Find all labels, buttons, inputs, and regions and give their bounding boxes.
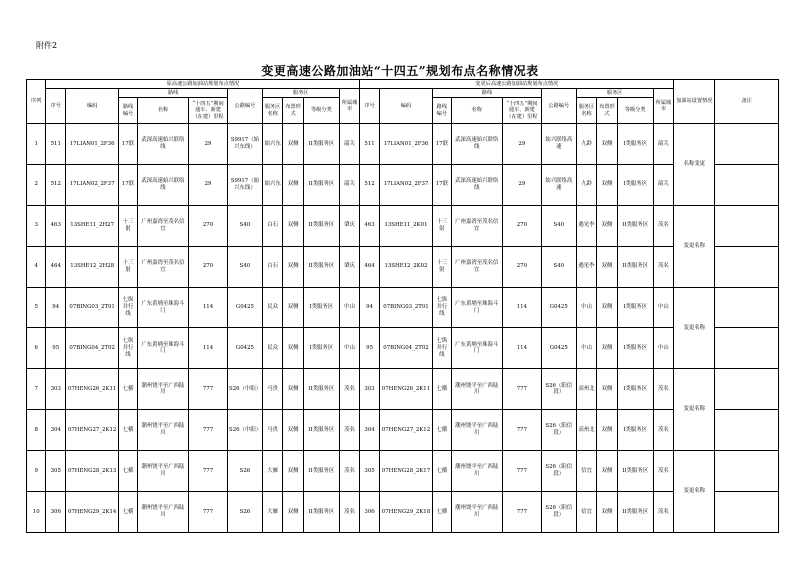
cell-o-road: S9917（始兴东线）	[228, 124, 263, 165]
cell-n-city: 韶关	[653, 124, 674, 165]
cell-n-route_no: 七横	[433, 410, 451, 451]
header-o-plan: “十四五”期间通车、新建（在建）里程	[189, 98, 228, 124]
cell-n-code: 07HENG28_2K17	[379, 451, 432, 492]
cell-o-plan: 777	[189, 451, 228, 492]
table-body	[27, 124, 779, 533]
cell-n-layout: 双侧	[597, 164, 618, 205]
cell-n-no: 464	[360, 246, 379, 287]
cell-o-name: 广东黄埔至珠海斗门	[137, 328, 188, 369]
cell-o-sa: 民众	[262, 328, 283, 369]
cell-o-no: 511	[46, 124, 65, 165]
cell-seq: 3	[27, 205, 46, 246]
cell-o-sa: 始兴东	[262, 124, 283, 165]
cell-n-layout: 双侧	[597, 287, 618, 328]
cell-n-route_no: 七纵并行线	[433, 328, 451, 369]
cell-n-road: S26（阳信段）	[541, 369, 576, 410]
table-row	[27, 451, 779, 492]
cell-o-grade: II类服务区	[303, 205, 339, 246]
cell-n-plan: 270	[502, 246, 541, 287]
cell-n-city: 茂名	[653, 369, 674, 410]
cell-o-road: G0425	[228, 328, 263, 369]
cell-o-code: 07BING04_2T02	[65, 328, 118, 369]
cell-n-road: S26（阳信段）	[541, 492, 576, 533]
cell-n-plan: 777	[502, 410, 541, 451]
cell-n-road: G0425	[541, 287, 576, 328]
cell-setting: 名称变更	[674, 124, 715, 206]
cell-o-plan: 777	[189, 492, 228, 533]
cell-n-name: 潮州饶平至广西陆川	[451, 451, 502, 492]
cell-o-city: 茂名	[339, 492, 360, 533]
header-n-grade: 等级分类	[617, 98, 653, 124]
cell-o-grade: II类服务区	[303, 410, 339, 451]
cell-o-code: 17LIAN02_2F37	[65, 164, 118, 205]
cell-o-grade: II类服务区	[303, 124, 339, 165]
header-new-group: 变更后高速公路加油站规划布点情况	[360, 80, 674, 89]
cell-n-sa: 遇见李	[576, 205, 597, 246]
cell-n-name: 广东黄埔至珠海斗门	[451, 287, 502, 328]
cell-o-route_no: 17联	[119, 124, 137, 165]
cell-setting: 变更名称	[674, 369, 715, 451]
cell-n-layout: 双侧	[597, 328, 618, 369]
cell-n-plan: 777	[502, 451, 541, 492]
cell-o-plan: 270	[189, 205, 228, 246]
header-n-city: 所属城市	[653, 89, 674, 124]
cell-n-sa: 高州北	[576, 410, 597, 451]
header-n-name: 名称	[451, 98, 502, 124]
cell-n-layout: 双侧	[597, 124, 618, 165]
cell-n-no: 303	[360, 369, 379, 410]
header-o-layout: 布置形式	[283, 98, 304, 124]
cell-n-road: G0425	[541, 328, 576, 369]
cell-o-city: 中山	[339, 328, 360, 369]
cell-o-code: 07BING03_2T01	[65, 287, 118, 328]
cell-o-layout: 双侧	[283, 328, 304, 369]
header-o-grade: 等级分类	[303, 98, 339, 124]
cell-n-sa: 中山	[576, 287, 597, 328]
cell-n-road: 始兴联络高速	[541, 124, 576, 165]
cell-n-plan: 777	[502, 369, 541, 410]
cell-o-no: 305	[46, 451, 65, 492]
cell-n-code: 07HENG26_2K11	[379, 369, 432, 410]
cell-n-no: 304	[360, 410, 379, 451]
cell-n-no: 94	[360, 287, 379, 328]
cell-n-no: 95	[360, 328, 379, 369]
cell-o-name: 广州嘉湾至茂名信宜	[137, 205, 188, 246]
cell-o-grade: II类服务区	[303, 246, 339, 287]
cell-o-city: 茂名	[339, 410, 360, 451]
cell-o-route_no: 十三射	[119, 205, 137, 246]
cell-n-no: 305	[360, 451, 379, 492]
cell-o-plan: 270	[189, 246, 228, 287]
cell-n-route_no: 七纵并行线	[433, 287, 451, 328]
cell-n-name: 潮州饶平至广西陆川	[451, 492, 502, 533]
cell-o-name: 广州嘉湾至茂名信宜	[137, 246, 188, 287]
cell-o-name: 潮州饶平至广西陆川	[137, 410, 188, 451]
header-original-group: 原高速公路加油站规划布点情况	[46, 80, 360, 89]
cell-n-city: 中山	[653, 287, 674, 328]
cell-note	[715, 328, 779, 369]
cell-n-plan: 114	[502, 287, 541, 328]
cell-n-layout: 双侧	[597, 246, 618, 287]
cell-n-layout: 双侧	[597, 205, 618, 246]
cell-seq: 9	[27, 451, 46, 492]
cell-o-code: 13SHE12_2H28	[65, 246, 118, 287]
cell-o-grade: II类服务区	[303, 451, 339, 492]
header-n-code: 编码	[379, 89, 432, 124]
cell-n-grade: II类服务区	[617, 451, 653, 492]
cell-n-no: 306	[360, 492, 379, 533]
cell-n-road: S40	[541, 205, 576, 246]
cell-n-city: 茂名	[653, 205, 674, 246]
cell-o-name: 武深高速始兴联络线	[137, 164, 188, 205]
cell-o-no: 95	[46, 328, 65, 369]
cell-o-grade: I类服务区	[303, 287, 339, 328]
cell-seq: 8	[27, 410, 46, 451]
cell-seq: 1	[27, 124, 46, 165]
cell-n-code: 17LIAN02_2F37	[379, 164, 432, 205]
cell-n-grade: I类服务区	[617, 287, 653, 328]
cell-n-grade: II类服务区	[617, 205, 653, 246]
cell-o-road: S26	[228, 492, 263, 533]
cell-o-sa: 马贵	[262, 369, 283, 410]
cell-o-sa: 民众	[262, 287, 283, 328]
header-setting: 加油站设置情况	[674, 80, 715, 124]
cell-note	[715, 287, 779, 328]
cell-n-road: S40	[541, 246, 576, 287]
cell-n-no: 512	[360, 164, 379, 205]
cell-n-sa: 信宜	[576, 451, 597, 492]
cell-setting: 变更名称	[674, 205, 715, 287]
cell-n-sa: 遇见李	[576, 246, 597, 287]
cell-o-grade: II类服务区	[303, 492, 339, 533]
cell-seq: 7	[27, 369, 46, 410]
cell-n-city: 韶关	[653, 164, 674, 205]
cell-n-route_no: 七横	[433, 492, 451, 533]
cell-o-city: 肇庆	[339, 205, 360, 246]
header-o-sa-name: 服务区名称	[262, 98, 283, 124]
cell-n-no: 463	[360, 205, 379, 246]
cell-o-sa: 马贵	[262, 410, 283, 451]
cell-o-code: 17LIAN01_2F36	[65, 124, 118, 165]
cell-o-city: 茂名	[339, 451, 360, 492]
cell-n-name: 武深高速始兴联络线	[451, 164, 502, 205]
cell-n-name: 广东黄埔至珠海斗门	[451, 328, 502, 369]
cell-o-no: 512	[46, 164, 65, 205]
cell-o-sa: 始兴东	[262, 164, 283, 205]
cell-seq: 4	[27, 246, 46, 287]
cell-seq: 10	[27, 492, 46, 533]
header-n-service-area: 服务区	[576, 89, 653, 98]
cell-o-grade: I类服务区	[303, 328, 339, 369]
cell-o-grade: II类服务区	[303, 164, 339, 205]
cell-o-no: 463	[46, 205, 65, 246]
cell-note	[715, 164, 779, 205]
cell-o-road: S26（中阳）	[228, 369, 263, 410]
cell-seq: 6	[27, 328, 46, 369]
cell-n-layout: 双侧	[597, 369, 618, 410]
cell-n-code: 13SHE11_2K01	[379, 205, 432, 246]
cell-o-road: S9917（始兴东线）	[228, 164, 263, 205]
cell-o-route_no: 七横	[119, 451, 137, 492]
cell-o-route_no: 七横	[119, 369, 137, 410]
cell-n-grade: I类服务区	[617, 410, 653, 451]
cell-o-name: 潮州饶平至广西陆川	[137, 451, 188, 492]
cell-n-code: 07HENG29_2K18	[379, 492, 432, 533]
cell-o-layout: 双侧	[283, 205, 304, 246]
cell-n-road: S26（阳信段）	[541, 410, 576, 451]
cell-o-code: 07HENG28_2K13	[65, 451, 118, 492]
cell-n-grade: I类服务区	[617, 328, 653, 369]
cell-setting: 变更名称	[674, 287, 715, 369]
cell-o-no: 94	[46, 287, 65, 328]
cell-o-sa: 白石	[262, 205, 283, 246]
cell-n-city: 茂名	[653, 492, 674, 533]
cell-o-plan: 29	[189, 164, 228, 205]
cell-o-layout: 双侧	[283, 287, 304, 328]
cell-o-route_no: 七纵并行线	[119, 328, 137, 369]
cell-n-name: 武深高速始兴联络线	[451, 124, 502, 165]
cell-o-plan: 777	[189, 369, 228, 410]
cell-o-layout: 双侧	[283, 410, 304, 451]
cell-o-name: 潮州饶平至广西陆川	[137, 492, 188, 533]
cell-o-route_no: 七横	[119, 410, 137, 451]
cell-seq: 5	[27, 287, 46, 328]
header-o-road: 公路编号	[228, 89, 263, 124]
cell-setting: 变更名称	[674, 451, 715, 533]
cell-o-plan: 114	[189, 287, 228, 328]
cell-o-no: 306	[46, 492, 65, 533]
cell-seq: 2	[27, 164, 46, 205]
header-o-service-area: 服务区	[262, 89, 339, 98]
cell-o-sa: 大雁	[262, 492, 283, 533]
cell-o-road: S40	[228, 246, 263, 287]
cell-note	[715, 369, 779, 410]
cell-n-name: 潮州饶平至广西陆川	[451, 410, 502, 451]
cell-n-plan: 29	[502, 124, 541, 165]
cell-o-road: S40	[228, 205, 263, 246]
cell-o-layout: 双侧	[283, 246, 304, 287]
cell-n-plan: 270	[502, 205, 541, 246]
cell-n-sa: 九龄	[576, 124, 597, 165]
table-row	[27, 124, 779, 165]
cell-n-name: 广州嘉湾至茂名信宜	[451, 205, 502, 246]
cell-o-name: 广东黄埔至珠海斗门	[137, 287, 188, 328]
header-o-route-no: 路线编号	[119, 98, 137, 124]
cell-n-sa: 高州北	[576, 369, 597, 410]
cell-o-city: 韶关	[339, 164, 360, 205]
cell-n-layout: 双侧	[597, 410, 618, 451]
cell-o-route_no: 七横	[119, 492, 137, 533]
cell-o-city: 肇庆	[339, 246, 360, 287]
cell-n-layout: 双侧	[597, 492, 618, 533]
cell-o-route_no: 17联	[119, 164, 137, 205]
table-row	[27, 492, 779, 533]
header-o-city: 所属城市	[339, 89, 360, 124]
cell-n-city: 中山	[653, 328, 674, 369]
cell-o-code: 13SHE11_2H27	[65, 205, 118, 246]
header-n-route-no: 路线编号	[433, 98, 451, 124]
plan-table	[26, 79, 779, 533]
cell-o-code: 07HENG26_2K11	[65, 369, 118, 410]
attachment-label: 附件2	[36, 41, 58, 50]
header-note: 备注	[715, 80, 779, 124]
cell-o-name: 潮州饶平至广西陆川	[137, 369, 188, 410]
cell-o-code: 07HENG29_2K14	[65, 492, 118, 533]
cell-n-route_no: 七横	[433, 451, 451, 492]
cell-n-plan: 29	[502, 164, 541, 205]
cell-n-name: 潮州饶平至广西陆川	[451, 369, 502, 410]
cell-o-sa: 大雁	[262, 451, 283, 492]
cell-o-sa: 白石	[262, 246, 283, 287]
header-n-route: 路线	[433, 89, 542, 98]
cell-o-code: 07HENG27_2K12	[65, 410, 118, 451]
table-row	[27, 246, 779, 287]
cell-n-route_no: 七横	[433, 369, 451, 410]
page-title: 变更高速公路加油站“十四五”规划布点名称情况表	[261, 64, 539, 78]
header-n-plan: “十四五”期间通车、新建（在建）里程	[502, 98, 541, 124]
table-row	[27, 328, 779, 369]
cell-n-city: 茂名	[653, 451, 674, 492]
cell-o-city: 中山	[339, 287, 360, 328]
cell-o-city: 茂名	[339, 369, 360, 410]
cell-o-layout: 双侧	[283, 164, 304, 205]
cell-n-name: 广州嘉湾至茂名信宜	[451, 246, 502, 287]
cell-o-layout: 双侧	[283, 451, 304, 492]
table-row	[27, 369, 779, 410]
table-row	[27, 164, 779, 205]
cell-n-code: 17LIAN01_2F36	[379, 124, 432, 165]
cell-o-no: 464	[46, 246, 65, 287]
cell-o-name: 武深高速始兴联络线	[137, 124, 188, 165]
cell-o-grade: II类服务区	[303, 369, 339, 410]
cell-n-grade: I类服务区	[617, 124, 653, 165]
header-n-no: 序号	[360, 89, 379, 124]
cell-o-plan: 29	[189, 124, 228, 165]
cell-n-code: 13SHE12_2K02	[379, 246, 432, 287]
cell-n-plan: 777	[502, 492, 541, 533]
cell-n-road: 始兴联络高速	[541, 164, 576, 205]
cell-n-sa: 中山	[576, 328, 597, 369]
cell-n-grade: II类服务区	[617, 246, 653, 287]
cell-o-plan: 114	[189, 328, 228, 369]
cell-o-road: S26（中阳）	[228, 410, 263, 451]
cell-o-layout: 双侧	[283, 124, 304, 165]
cell-o-plan: 777	[189, 410, 228, 451]
cell-n-city: 茂名	[653, 246, 674, 287]
cell-note	[715, 492, 779, 533]
cell-n-grade: I类服务区	[617, 369, 653, 410]
cell-n-route_no: 十三射	[433, 246, 451, 287]
cell-note	[715, 205, 779, 246]
cell-note	[715, 451, 779, 492]
cell-o-no: 303	[46, 369, 65, 410]
cell-o-route_no: 七纵并行线	[119, 287, 137, 328]
cell-n-route_no: 十三射	[433, 205, 451, 246]
cell-n-code: 07BING03_2T01	[379, 287, 432, 328]
header-n-road: 公路编号	[541, 89, 576, 124]
cell-note	[715, 124, 779, 165]
cell-n-code: 07BING04_2T02	[379, 328, 432, 369]
header-o-route: 路线	[119, 89, 228, 98]
cell-note	[715, 246, 779, 287]
header-o-code: 编码	[65, 89, 118, 124]
cell-n-sa: 九龄	[576, 164, 597, 205]
cell-n-code: 07HENG27_2K12	[379, 410, 432, 451]
header-n-sa-name: 服务区名称	[576, 98, 597, 124]
header-o-name: 名称	[137, 98, 188, 124]
cell-n-layout: 双侧	[597, 451, 618, 492]
cell-o-layout: 双侧	[283, 369, 304, 410]
cell-n-route_no: 17联	[433, 164, 451, 205]
cell-n-plan: 114	[502, 328, 541, 369]
cell-o-route_no: 十三射	[119, 246, 137, 287]
cell-n-road: S26（阳信段）	[541, 451, 576, 492]
cell-o-city: 韶关	[339, 124, 360, 165]
cell-n-city: 茂名	[653, 410, 674, 451]
table-row	[27, 287, 779, 328]
cell-o-no: 304	[46, 410, 65, 451]
cell-n-sa: 信宜	[576, 492, 597, 533]
table-row	[27, 205, 779, 246]
cell-note	[715, 410, 779, 451]
table-row	[27, 410, 779, 451]
header-o-no: 序号	[46, 89, 65, 124]
cell-n-grade: II类服务区	[617, 492, 653, 533]
cell-o-road: G0425	[228, 287, 263, 328]
header-seq: 序列	[27, 80, 46, 124]
cell-o-layout: 双侧	[283, 492, 304, 533]
header-n-layout: 布置形式	[597, 98, 618, 124]
cell-n-grade: I类服务区	[617, 164, 653, 205]
cell-n-route_no: 17联	[433, 124, 451, 165]
cell-n-no: 511	[360, 124, 379, 165]
cell-o-road: S26	[228, 451, 263, 492]
